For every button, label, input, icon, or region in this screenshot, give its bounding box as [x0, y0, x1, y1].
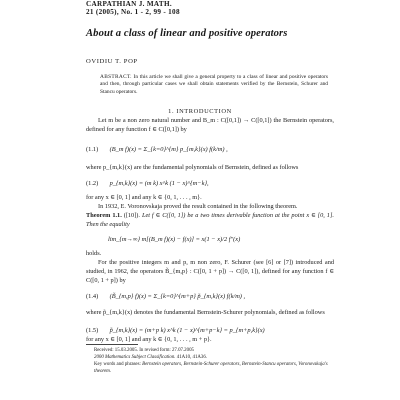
equation-number: (1.2): [86, 180, 99, 187]
abstract-text: In this article we shall give a general property to a class of linear and positive operators and then, through particular cases we shall obtain statements verified by the Bernstein, Schurer and Stancu operators.: [100, 74, 328, 95]
equation-body: lim_{m→∞} m[(B_m f)(x) − f(x)] = x(1 − x)/2 f″(x): [108, 236, 241, 243]
section-heading: 1. INTRODUCTION: [168, 108, 232, 115]
equation-1-1: [86, 146, 228, 153]
journal-volume: 21 (2005), No. 1 - 2, 99 - 108: [86, 8, 180, 17]
footnote-msc-value: 41A10, 41A36.: [176, 355, 208, 360]
equation-body: (B̃_{m,p} f)(x) = Σ_{k=0}^{m+p} p̃_{m,k}(x) f(k/m) ,: [109, 293, 246, 300]
equation-body: p_{m,k}(x) = (m k) x^k (1 − x)^{m−k},: [109, 180, 209, 187]
footnote-keywords-value: Bernstein operators, Bernstein-Schurer operators, Bernstein-Stancu operators, Voronovskaja's theorem.: [94, 362, 328, 374]
equation-1-3: [108, 236, 240, 243]
theorem-label: Theorem 1.1.: [86, 212, 122, 219]
intro-paragraph-3: for any x ∈ [0, 1] and any k ∈ {0, 1, . . . , m}.: [86, 194, 202, 201]
intro-paragraph-4: In 1932, E. Voronovskaja proved the result contained in the following theorem.: [98, 203, 298, 210]
footnote-received: Received: 15.03.2005. In revised form: 27.07.2005: [94, 348, 194, 353]
intro-paragraph-7: where p̃_{m,k}(x) denotes the fundamental Bernstein-Schurer polynomials, defined as follows: [86, 309, 325, 316]
equation-1-5: [86, 327, 265, 334]
equation-1-4: [86, 293, 245, 300]
equation-body: (B_m f)(x) = Σ_{k=0}^{m} p_{m,k}(x) f(k/m) ,: [109, 146, 228, 153]
intro-paragraph-6: For the positive integers m and p, m non zero, F. Schurer (see [6] or [7]) introduced and studied, in 1962, the operators B̃_{m,p} : C([0, 1 + p]) → C([0, 1]), defined for any function f ∈ C([0, 1 + p]) by: [86, 259, 334, 284]
footnote-rule: [86, 344, 138, 345]
article-author: OVIDIU T. POP: [86, 58, 138, 65]
article-title: About a class of linear and positive operators: [86, 28, 288, 39]
journal-name: CARPATHIAN J. MATH.: [86, 0, 172, 8]
abstract-label: ABSTRACT.: [100, 74, 132, 80]
footnote-msc-label: 2000 Mathematics Subject Classification.: [94, 355, 176, 360]
equation-number: (1.4): [86, 293, 99, 300]
theorem-reference: ([10]).: [123, 212, 140, 219]
intro-paragraph-8: for any x ∈ [0, 1] and any k ∈ {0, 1, . . . , m + p}.: [86, 336, 212, 343]
intro-paragraph-1: Let m be a non zero natural number and B_m : C([0,1]) → C([0,1]) the Bernstein operators, defined for any function f ∈ C([0,1]) by: [86, 117, 334, 133]
equation-number: (1.1): [86, 146, 99, 153]
abstract: [100, 74, 328, 96]
theorem-1-1: [86, 212, 334, 230]
footnote-msc: [94, 355, 330, 362]
footnote-keywords-label: Key words and phrases:: [94, 362, 141, 367]
journal-header: [86, 0, 180, 17]
equation-1-2: [86, 180, 209, 187]
intro-paragraph-2: where p_{m,k}(x) are the fundamental polynomials of Bernstein, defined as follows: [86, 164, 299, 171]
equation-body: p̃_{m,k}(x) = (m+p k) x^k (1 − x)^{m+p−k} = p_{m+p,k}(x): [109, 327, 265, 334]
footnote-keywords: [94, 362, 330, 376]
equation-number: (1.5): [86, 327, 99, 334]
intro-paragraph-5: holds.: [86, 250, 102, 257]
theorem-text: Let f ∈ C([0, 1]) be a two times derivable function at the point x ∈ [0, 1]. Then the equality: [86, 212, 334, 228]
